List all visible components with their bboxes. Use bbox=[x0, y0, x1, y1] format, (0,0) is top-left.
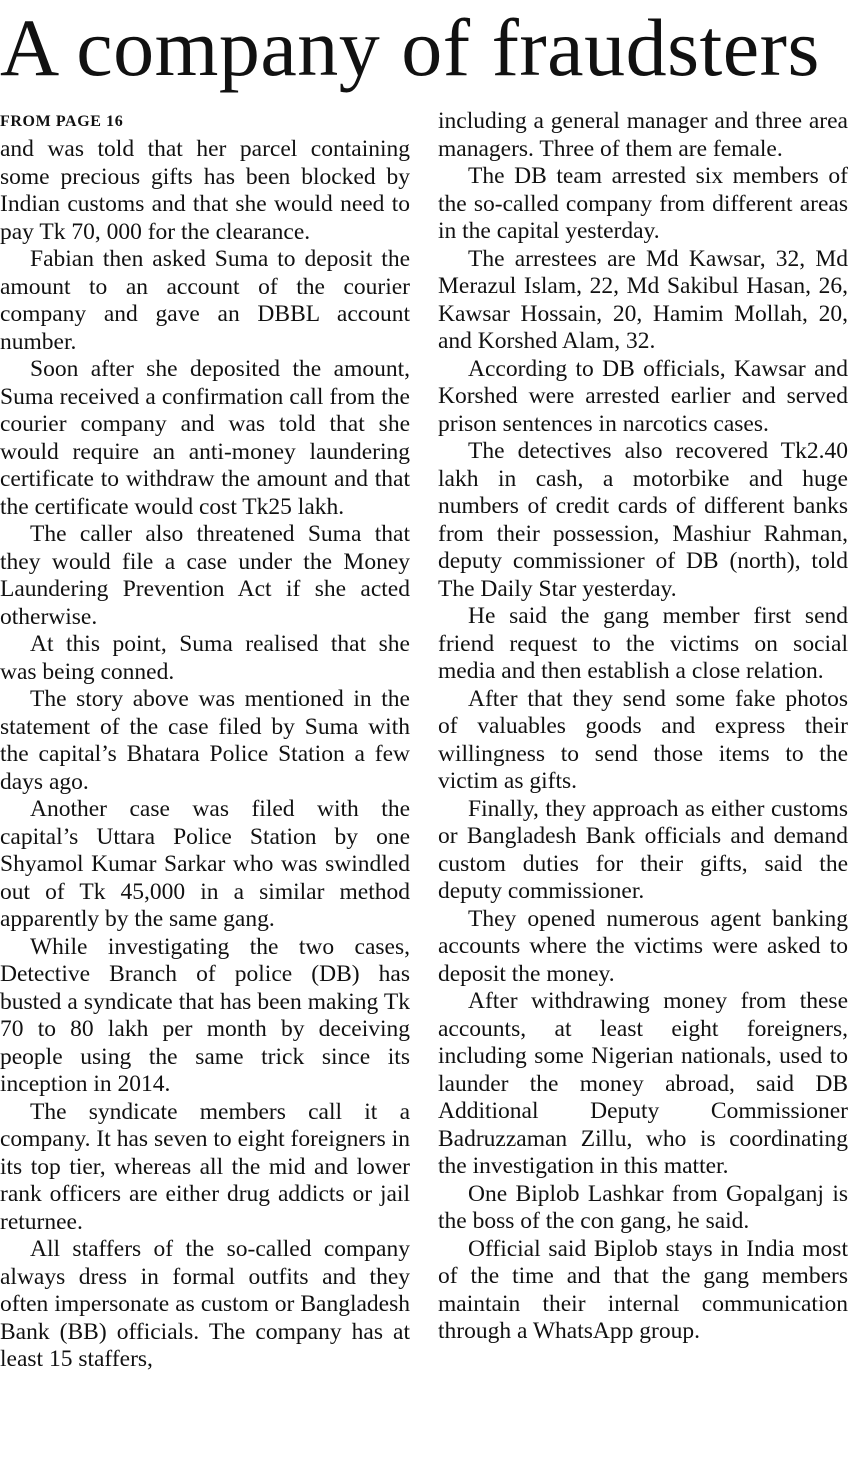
article-column-right bbox=[438, 108, 848, 1346]
paragraph: Soon after she deposited the amount, Suma received a confirmation call from the courier company and was told that she would require an anti-money laundering certificate to withdraw the amount and that the certificate would cost Tk25 lakh. bbox=[0, 356, 410, 520]
paragraph: Another case was filed with the capital’s Uttara Police Station by one Shyamol Kumar Sarkar who was swindled out of Tk 45,000 in a similar method apparently by the same gang. bbox=[0, 796, 410, 932]
paragraph: All staffers of the so-called company always dress in formal outfits and they often impersonate as custom or Bangladesh Bank (BB) officials. The company has at least 15 staffers, bbox=[0, 1236, 410, 1372]
paragraph: The caller also threatened Suma that they would file a case under the Money Laundering Prevention Act if she acted otherwise. bbox=[0, 521, 410, 630]
paragraph: The story above was mentioned in the statement of the case filed by Suma with the capital’s Bhatara Police Station a few days ago. bbox=[0, 686, 410, 795]
paragraph: At this point, Suma realised that she was being conned. bbox=[0, 631, 410, 685]
paragraph: Finally, they approach as either customs or Bangladesh Bank officials and demand custom duties for their gifts, said the deputy commissioner. bbox=[438, 795, 848, 904]
paragraph: The syndicate members call it a company. It has seven to eight foreigners in its top tier, whereas all the mid and lower rank officers are either drug addicts or jail returnee. bbox=[0, 1098, 410, 1235]
paragraph: Fabian then asked Suma to deposit the amount to an account of the courier company and gave an DBBL account number. bbox=[0, 246, 410, 355]
headline: A company of fraudsters bbox=[0, 2, 820, 93]
paragraph: The arrestees are Md Kawsar, 32, Md Merazul Islam, 22, Md Sakibul Hasan, 26, Kawsar Hossain, 20, Hamim Mollah, 20, and Korshed Alam, 32. bbox=[438, 245, 848, 354]
paragraph: He said the gang member first send friend request to the victims on social media and then establish a close relation. bbox=[438, 603, 848, 684]
article-column-left bbox=[0, 108, 410, 1374]
paragraph: After that they send some fake photos of valuables goods and express their willingness to send those items to the victim as gifts. bbox=[438, 685, 848, 794]
paragraph: Official said Biplob stays in India most of the time and that the gang members maintain their internal communication through a WhatsApp group. bbox=[438, 1235, 848, 1344]
continued-from-kicker: FROM PAGE 16 bbox=[0, 113, 124, 130]
paragraph: After withdrawing money from these accounts, at least eight foreigners, including some Nigerian nationals, used to launder the money abroad, said DB Additional Deputy Commissioner Badruzzaman Zillu, who is coordinating the investigation in this matter. bbox=[438, 988, 848, 1179]
paragraph: The DB team arrested six members of the so-called company from different areas in the capital yesterday. bbox=[438, 163, 848, 244]
paragraph: While investigating the two cases, Detective Branch of police (DB) has busted a syndicate that has been making Tk 70 to 80 lakh per month by deceiving people using the same trick since its inception in 2014. bbox=[0, 933, 410, 1097]
paragraph: One Biplob Lashkar from Gopalganj is the boss of the con gang, he said. bbox=[438, 1180, 848, 1234]
paragraph: They opened numerous agent banking accounts where the victims were asked to deposit the money. bbox=[438, 905, 848, 987]
paragraph: According to DB officials, Kawsar and Korshed were arrested earlier and served prison sentences in narcotics cases. bbox=[438, 355, 848, 437]
paragraph: including a general manager and three area managers. Three of them are female. bbox=[438, 108, 848, 162]
paragraph: and was told that her parcel containing some precious gifts has been blocked by Indian customs and that she would need to pay Tk 70, 000 for the clearance. bbox=[0, 136, 410, 245]
paragraph: The detectives also recovered Tk2.40 lakh in cash, a motorbike and huge numbers of credit cards of different banks from their possession, Mashiur Rahman, deputy commissioner of DB (north), told The Daily Star yesterday. bbox=[438, 438, 848, 602]
